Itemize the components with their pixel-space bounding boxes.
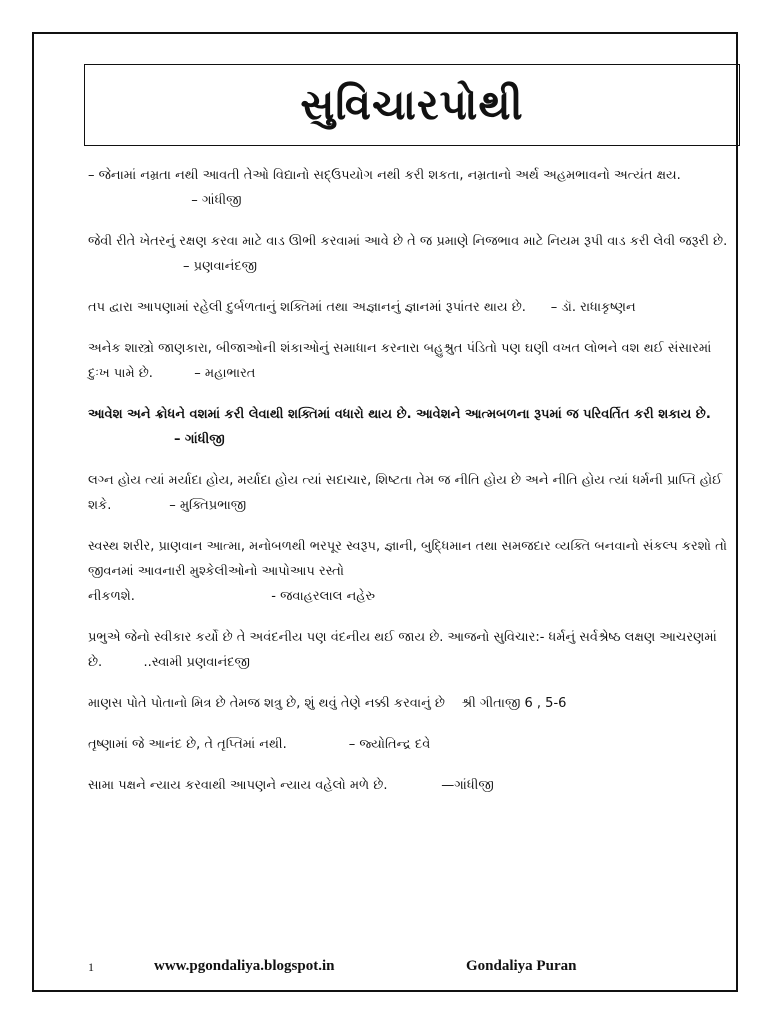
- quote-text: માણસ પોતે પોતાનો મિત્ર છે તેમજ શત્રુ છે, શું થવું તેણે નક્કી કરવાનું છે: [88, 696, 445, 711]
- quote-author: – મહાભારત: [152, 366, 256, 381]
- quote-author: —ગાંધીજી: [387, 778, 494, 793]
- quote-item: [88, 295, 728, 320]
- quote-item: [88, 468, 728, 518]
- quote-item: [88, 691, 728, 716]
- quote-item: [88, 625, 728, 675]
- quote-text-continued: નીકળશે.: [88, 589, 135, 604]
- quote-author: – ગાંધીજી: [88, 193, 242, 208]
- footer: [88, 958, 708, 978]
- quote-item: [88, 732, 728, 757]
- quote-text: – જેનામાં નમ્રતા નથી આવતી તેઓ વિદ્યાનો સદ્ઉપયોગ નથી કરી શકતા, નમ્રતાનો અર્થ અહમભાવનો અત્યંત ક્ષય.: [88, 168, 681, 183]
- page-number: 1: [88, 960, 94, 974]
- quote-text: સામા પક્ષને ન્યાય કરવાથી આપણને ન્યાય વહેલો મળે છે.: [88, 778, 388, 793]
- page-title: સુવિચારપોથી: [300, 80, 524, 129]
- quote-text: પ્રભુએ જેનો સ્વીકાર કર્યો છે તે અવંદનીય પણ વંદનીય થઈ જાય છે. આજનો સુવિચાર:- ધર્મનું સર્વશ્રેષ્ઠ લક્ષણ આચરણમાં છે.: [88, 630, 717, 670]
- quote-text: સ્વસ્થ શરીર, પ્રાણવાન આત્મા, મનોબળથી ભરપૂર સ્વરૂપ, જ્ઞાની, બુદ્ધિમાન તથા સમજદાર વ્યક્તિ બનવાનો સંકલ્પ કરશો તો જીવનમાં આવનારી મુશ્કેલીઓનો આપોઆપ રસ્તો: [88, 539, 728, 579]
- quote-author: – ડૉ. રાધાકૃષ્ણન: [525, 300, 636, 315]
- quote-text: આવેશ અને ક્રોધને વશમાં કરી લેવાથી શક્તિમાં વધારો થાય છે. આવેશને આત્મબળના રૂપમાં જ પરિવર્તિત કરી શકાય છે.: [88, 407, 711, 422]
- quote-author: – જ્યોતિન્દ્ર દવે: [286, 737, 431, 752]
- quote-author: – પ્રણવાનંદજી: [88, 259, 258, 274]
- quote-author: – ગાંધીજી: [88, 432, 225, 447]
- footer-author: Gondaliya Puran: [466, 958, 577, 974]
- quote-text: અનેક શાસ્ત્રો જાણકારા, બીજાઓની શંકાઓનું સમાધાન કરનારા બહુશ્રુત પંડિતો પણ ઘણી વખત લોભને વશ થઈ સંસારમાં દુઃખ પામે છે.: [88, 341, 712, 381]
- quote-item: [88, 534, 728, 609]
- quote-text: તૃષ્ણામાં જે આનંદ છે, તે તૃપ્તિમાં નથી.: [88, 737, 287, 752]
- title-box: [84, 64, 740, 146]
- quote-author: ..સ્વામી પ્રણવાનંદજી: [102, 655, 250, 670]
- quote-text: લગ્ન હોય ત્યાં મર્યાદા હોય, મર્યાદા હોય ત્યાં સદાચાર, શિષ્ટતા તેમ જ નીતિ હોય છે અને નીતિ હોય ત્યાં ધર્મની પ્રાપ્તિ હોઈ શકે.: [88, 473, 723, 513]
- quote-author: – મુક્તિપ્રભાજી: [111, 498, 247, 513]
- quote-item: [88, 336, 728, 386]
- quote-item: [88, 402, 728, 452]
- quote-item: [88, 773, 728, 798]
- website-link[interactable]: www.pgondaliya.blogspot.in: [154, 958, 335, 974]
- quote-item: [88, 163, 728, 213]
- quote-text: તપ દ્વારા આપણામાં રહેલી દુર્બળતાનું શક્તિમાં તથા અજ્ઞાનનું જ્ઞાનમાં રૂપાંતર થાય છે.: [88, 300, 526, 315]
- quote-text: જેવી રીતે ખેતરનું રક્ષણ કરવા માટે વાડ ઊભી કરવામાં આવે છે તે જ પ્રમાણે નિજભાવ માટે નિયમ રૂપી વાડ કરી લેવી જરૂરી છે.: [88, 234, 728, 249]
- quote-author: શ્રી ગીતાજી 6 , 5-6: [444, 696, 567, 711]
- quote-item: [88, 229, 728, 279]
- quote-list: [88, 163, 728, 814]
- quote-author: - જવાહરલાલ નહેરુ: [134, 589, 376, 604]
